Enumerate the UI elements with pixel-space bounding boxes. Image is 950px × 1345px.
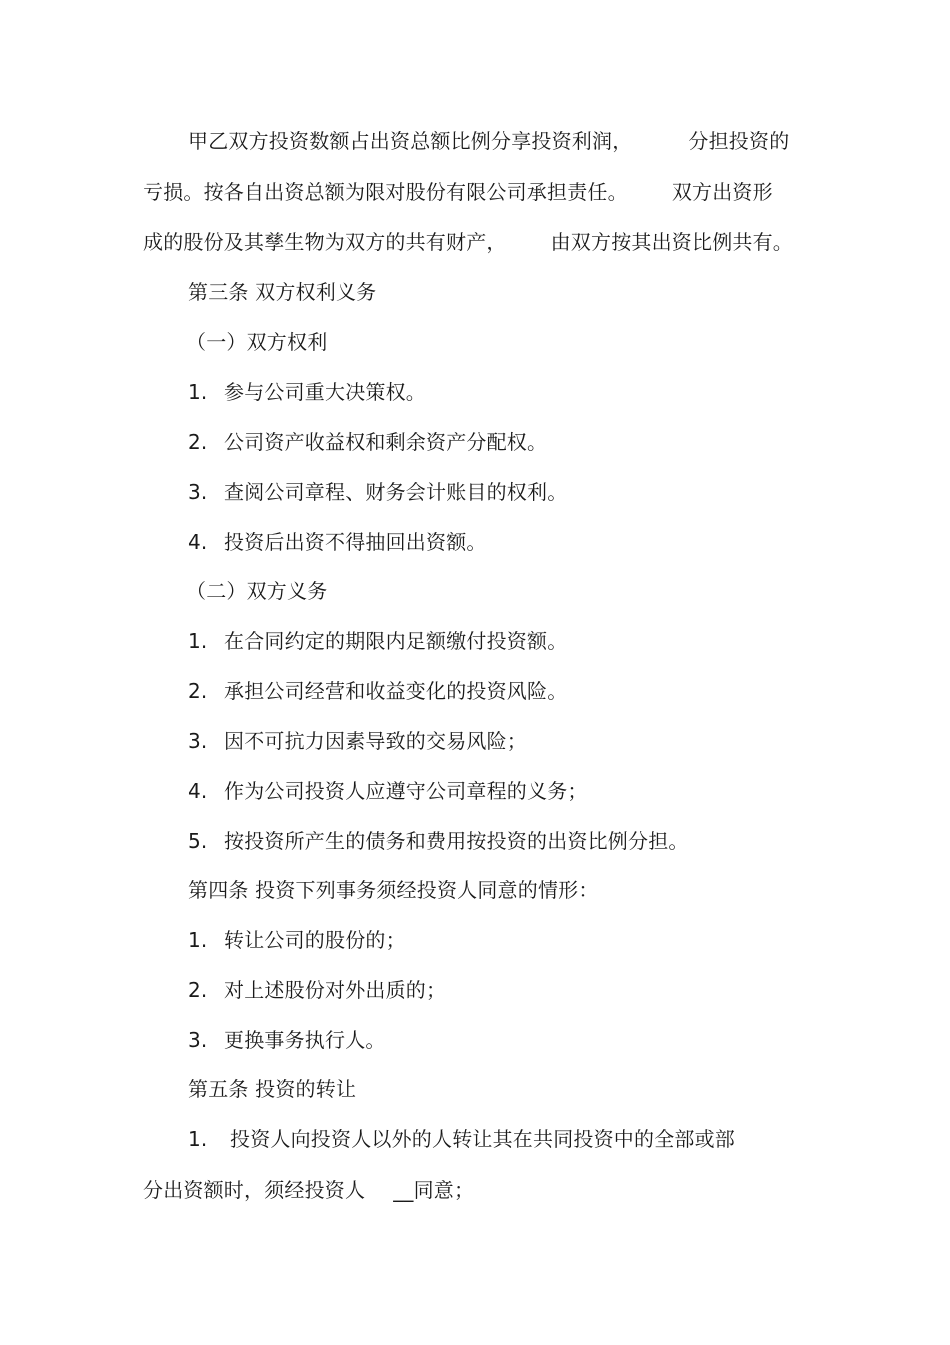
article5-item-1-line1 bbox=[188, 1126, 735, 1152]
article3-title: 第三条 双方权利义务 bbox=[188, 280, 377, 304]
article4-item-3-num: 3. bbox=[188, 1028, 208, 1052]
duties-item-2-num: 2. bbox=[188, 679, 208, 703]
article4-item-1-text: 转让公司的股份的； bbox=[224, 928, 406, 952]
duties-heading: （二）双方义务 bbox=[186, 579, 328, 603]
duties-item-5-text: 按投资所产生的债务和费用按投资的出资比例分担。 bbox=[224, 829, 689, 853]
article4-item-1-num: 1. bbox=[188, 928, 208, 952]
article5-item-1-num: 1. bbox=[188, 1127, 208, 1151]
para1-line3-text-b: 由双方按其出资比例共有。 bbox=[550, 230, 794, 254]
article5-item-1-text-line2b: __同意； bbox=[393, 1178, 475, 1202]
duties-item-2-text: 承担公司经营和收益变化的投资风险。 bbox=[224, 679, 568, 703]
rights-item-2-num: 2. bbox=[188, 430, 208, 454]
duties-item-4-text: 作为公司投资人应遵守公司章程的义务； bbox=[224, 779, 588, 803]
article4-item-3 bbox=[188, 1027, 386, 1053]
rights-item-1-num: 1. bbox=[188, 380, 208, 404]
para1-line2 bbox=[143, 179, 773, 205]
duties-item-5-num: 5. bbox=[188, 829, 208, 853]
rights-item-2 bbox=[188, 429, 547, 455]
para1-line1-text-a: 甲乙双方投资数额占出资总额比例分享投资利润， bbox=[188, 129, 633, 153]
para1-line3 bbox=[143, 229, 793, 255]
rights-item-1 bbox=[188, 379, 426, 405]
rights-heading: （一）双方权利 bbox=[186, 330, 328, 354]
duties-item-3 bbox=[188, 728, 527, 754]
article4-item-2-text: 对上述股份对外出质的； bbox=[224, 978, 447, 1002]
para1-line2-text-a: 亏损。按各自出资总额为限对股份有限公司承担责任。 bbox=[143, 180, 628, 204]
para1-line3-text-a: 成的股份及其孳生物为双方的共有财产， bbox=[143, 230, 507, 254]
rights-item-4 bbox=[188, 529, 487, 555]
duties-item-3-num: 3. bbox=[188, 729, 208, 753]
article4-item-2-num: 2. bbox=[188, 978, 208, 1002]
duties-item-1 bbox=[188, 628, 567, 654]
duties-item-2 bbox=[188, 678, 567, 704]
duties-item-4 bbox=[188, 778, 588, 804]
rights-item-4-num: 4. bbox=[188, 530, 208, 554]
article5-item-1-line2 bbox=[143, 1177, 474, 1203]
article5-item-1-text-line2a: 分出资额时，须经投资人 bbox=[143, 1178, 366, 1202]
article5-item-1-text-line1: 投资人向投资人以外的人转让其在共同投资中的全部或部 bbox=[230, 1127, 735, 1151]
rights-item-3 bbox=[188, 479, 567, 505]
duties-item-3-text: 因不可抗力因素导致的交易风险； bbox=[224, 729, 527, 753]
rights-item-3-text: 查阅公司章程、财务会计账目的权利。 bbox=[224, 480, 568, 504]
article5-title: 第五条 投资的转让 bbox=[188, 1077, 357, 1101]
para1-line1-text-b: 分担投资的 bbox=[688, 129, 790, 153]
para1-line2-text-b: 双方出资形 bbox=[671, 180, 773, 204]
article4-item-1 bbox=[188, 927, 406, 953]
rights-item-3-num: 3. bbox=[188, 480, 208, 504]
duties-item-5 bbox=[188, 828, 689, 854]
duties-item-1-num: 1. bbox=[188, 629, 208, 653]
rights-item-1-text: 参与公司重大决策权。 bbox=[224, 380, 426, 404]
para1-line1 bbox=[188, 128, 789, 154]
rights-item-2-text: 公司资产收益权和剩余资产分配权。 bbox=[224, 430, 548, 454]
duties-item-1-text: 在合同约定的期限内足额缴付投资额。 bbox=[224, 629, 568, 653]
duties-item-4-num: 4. bbox=[188, 779, 208, 803]
article4-item-2 bbox=[188, 977, 446, 1003]
rights-item-4-text: 投资后出资不得抽回出资额。 bbox=[224, 530, 487, 554]
article4-item-3-text: 更换事务执行人。 bbox=[224, 1028, 386, 1052]
article4-title: 第四条 投资下列事务须经投资人同意的情形： bbox=[188, 878, 599, 902]
